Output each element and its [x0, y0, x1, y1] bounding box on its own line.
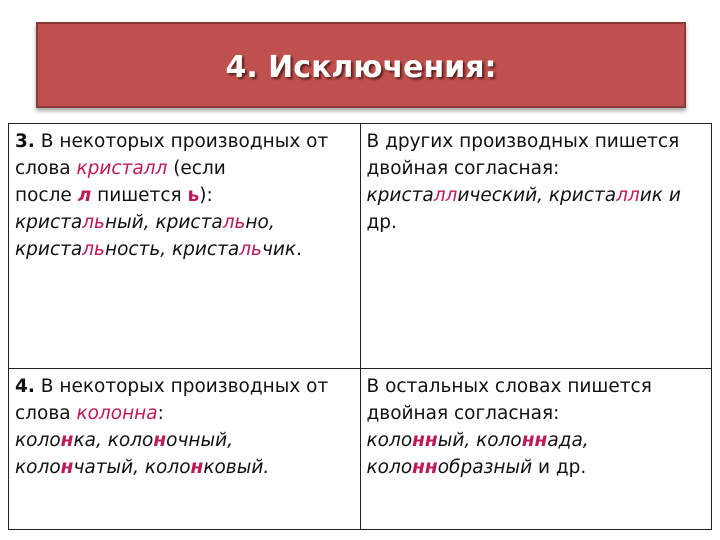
cell-rule-4-exception — [360, 368, 712, 529]
highlighted-letter: н — [190, 456, 204, 478]
highlighted-letter: ь — [187, 185, 200, 206]
text-line — [15, 182, 356, 209]
text-fragment: ада, — [547, 429, 589, 451]
text-fragment: коло — [366, 429, 413, 451]
text-fragment: ): — [199, 185, 213, 206]
text-fragment: образный — [437, 456, 533, 478]
rule-number: 4. — [15, 375, 35, 397]
text-line: др. — [366, 212, 397, 233]
text-line — [367, 182, 708, 209]
rules-table — [8, 123, 712, 530]
text-fragment: криста — [366, 185, 434, 206]
text-line: двойная согласная: — [366, 158, 560, 179]
highlighted-letters: лл — [616, 185, 640, 206]
text-line — [15, 427, 356, 454]
text-line: В остальных словах пишется — [366, 375, 652, 397]
text-fragment: : — [157, 402, 164, 424]
text-fragment: В некоторых производных от — [34, 375, 329, 397]
text-fragment: слова — [15, 158, 77, 179]
text-line — [15, 454, 356, 481]
highlighted-letters: нн — [412, 429, 438, 451]
text-fragment: слова — [15, 402, 77, 424]
text-fragment: пишется — [91, 185, 188, 206]
text-fragment: криста — [15, 239, 83, 260]
highlighted-letters: лл — [433, 185, 458, 206]
cell-rule-3 — [9, 124, 361, 369]
text-fragment: и др. — [532, 456, 587, 478]
highlighted-word: колонна — [76, 402, 158, 424]
text-line — [15, 400, 356, 427]
cell-rule-3-exception — [360, 124, 712, 369]
text-fragment: коло — [366, 456, 413, 478]
text-line — [15, 236, 356, 263]
slide-title-banner — [36, 22, 686, 108]
text-fragment: чатый, коло — [73, 456, 191, 478]
text-fragment: ковый. — [203, 456, 270, 478]
text-fragment: ность, криста — [104, 239, 240, 260]
table-row — [9, 124, 712, 369]
text-fragment: ка, коло — [73, 429, 154, 451]
text-line — [15, 128, 356, 155]
table-row — [9, 368, 712, 529]
highlighted-letters: нн — [412, 456, 438, 478]
text-fragment: (если — [167, 158, 226, 179]
text-line — [15, 155, 356, 182]
text-line — [15, 373, 356, 400]
text-fragment: ный, криста — [104, 212, 223, 233]
text-fragment: . — [296, 239, 302, 260]
text-line — [367, 454, 708, 481]
highlighted-letters: ль — [222, 212, 246, 233]
text-fragment: очный, — [166, 429, 234, 451]
text-fragment: чик — [261, 239, 297, 260]
highlighted-letters: нн — [521, 429, 548, 451]
text-line — [367, 427, 708, 454]
highlighted-letter: н — [60, 429, 74, 451]
highlighted-letters: ль — [82, 212, 105, 233]
text-fragment: коло — [15, 456, 61, 478]
highlighted-letters: ль — [82, 239, 105, 260]
cell-rule-4 — [9, 368, 361, 529]
highlighted-letter: н — [60, 456, 74, 478]
text-fragment: коло — [15, 429, 61, 451]
text-line — [15, 209, 356, 236]
highlighted-word: кристалл — [76, 158, 168, 179]
text-fragment: В некоторых производных от — [34, 131, 329, 152]
rule-number: 3. — [15, 131, 35, 152]
highlighted-letter: л — [77, 185, 92, 206]
slide-title: 4. Исключения: — [225, 50, 497, 85]
text-fragment: ик и — [639, 185, 681, 206]
text-fragment: ический, криста — [457, 185, 617, 206]
highlighted-letter: н — [153, 429, 167, 451]
text-fragment: ый, коло — [437, 429, 522, 451]
text-fragment: после — [15, 185, 78, 206]
highlighted-letters: ль — [239, 239, 262, 260]
text-line: В других производных пишется — [366, 131, 680, 152]
text-fragment: но, — [245, 212, 275, 233]
text-line: двойная согласная: — [366, 402, 560, 424]
text-fragment: криста — [15, 212, 83, 233]
